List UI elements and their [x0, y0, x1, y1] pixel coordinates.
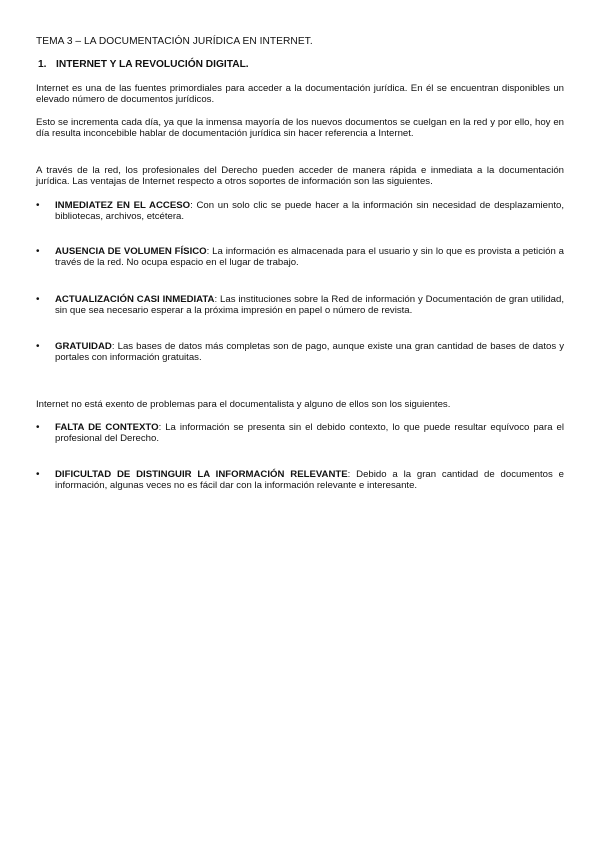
list-item-term: INMEDIATEZ EN EL ACCESO: [55, 200, 191, 211]
bullet-icon: •: [36, 294, 40, 305]
list-item-description: : Las instituciones sobre la Red de información y Documentación de gran utilidad, sin que sea necesario esperar a la próxima impresión en papel o número de revista.: [55, 294, 564, 317]
list-item-term: GRATUIDAD: [55, 341, 112, 352]
list-item-text: [55, 422, 564, 445]
bullet-icon: •: [36, 422, 40, 433]
section-heading: [38, 59, 249, 70]
paragraph-growth: Esto se incrementa cada día, ya que la inmensa mayoría de los nuevos documentos se cuelgan en la red y por ello, hoy en día resulta inconcebible hablar de documentación jurídica sin hacer referencia a Internet.: [36, 117, 564, 140]
bullet-icon: •: [36, 200, 40, 211]
list-item-description: : Las bases de datos más completas son de pago, aunque existe una gran cantidad de bases de datos y portales con información gratuitas.: [55, 341, 564, 364]
list-item-description: : La información es almacenada para el usuario y sin lo que es provista a petición a través de la red. No ocupa espacio en el lugar de trabajo.: [55, 246, 564, 269]
paragraph-problems-intro: Internet no está exento de problemas para el documentalista y alguno de ellos son los siguientes.: [36, 399, 451, 410]
list-item-text: [55, 341, 564, 364]
paragraph-advantages-intro: A través de la red, los profesionales del Derecho pueden acceder de manera rápida e inmediata a la documentación jurídica. Las ventajas de Internet respecto a otros soportes de información son las siguientes.: [36, 165, 564, 188]
list-item-text: [55, 469, 564, 492]
section-number: 1.: [38, 59, 47, 70]
list-item-text: [55, 246, 564, 269]
list-item-term: DIFICULTAD DE DISTINGUIR LA INFORMACIÓN RELEVANTE: [55, 469, 348, 480]
list-item-description: : La información se presenta sin el debido contexto, lo que puede resultar equívoco para el profesional del Derecho.: [55, 422, 564, 445]
list-item-text: [55, 200, 564, 223]
list-item-term: ACTUALIZACIÓN CASI INMEDIATA: [55, 294, 215, 305]
bullet-icon: •: [36, 246, 40, 257]
list-item-description: : Debido a la gran cantidad de documentos e información, algunas veces no es fácil dar con la información relevante e interesante.: [55, 469, 564, 492]
section-title: INTERNET Y LA REVOLUCIÓN DIGITAL.: [56, 59, 249, 70]
list-item-term: FALTA DE CONTEXTO: [55, 422, 159, 433]
paragraph-intro: Internet es una de las fuentes primordiales para acceder a la documentación jurídica. En él se encuentran disponibles un elevado número de documentos jurídicos.: [36, 83, 564, 106]
document-title: TEMA 3 – LA DOCUMENTACIÓN JURÍDICA EN INTERNET.: [36, 36, 313, 47]
bullet-icon: •: [36, 341, 40, 352]
list-item-description: : Con un solo clic se puede hacer a la información sin necesidad de desplazamiento, bibliotecas, archivos, etcétera.: [55, 200, 564, 223]
bullet-icon: •: [36, 469, 40, 480]
list-item-term: AUSENCIA DE VOLUMEN FÍSICO: [55, 246, 207, 257]
list-item-text: [55, 294, 564, 317]
